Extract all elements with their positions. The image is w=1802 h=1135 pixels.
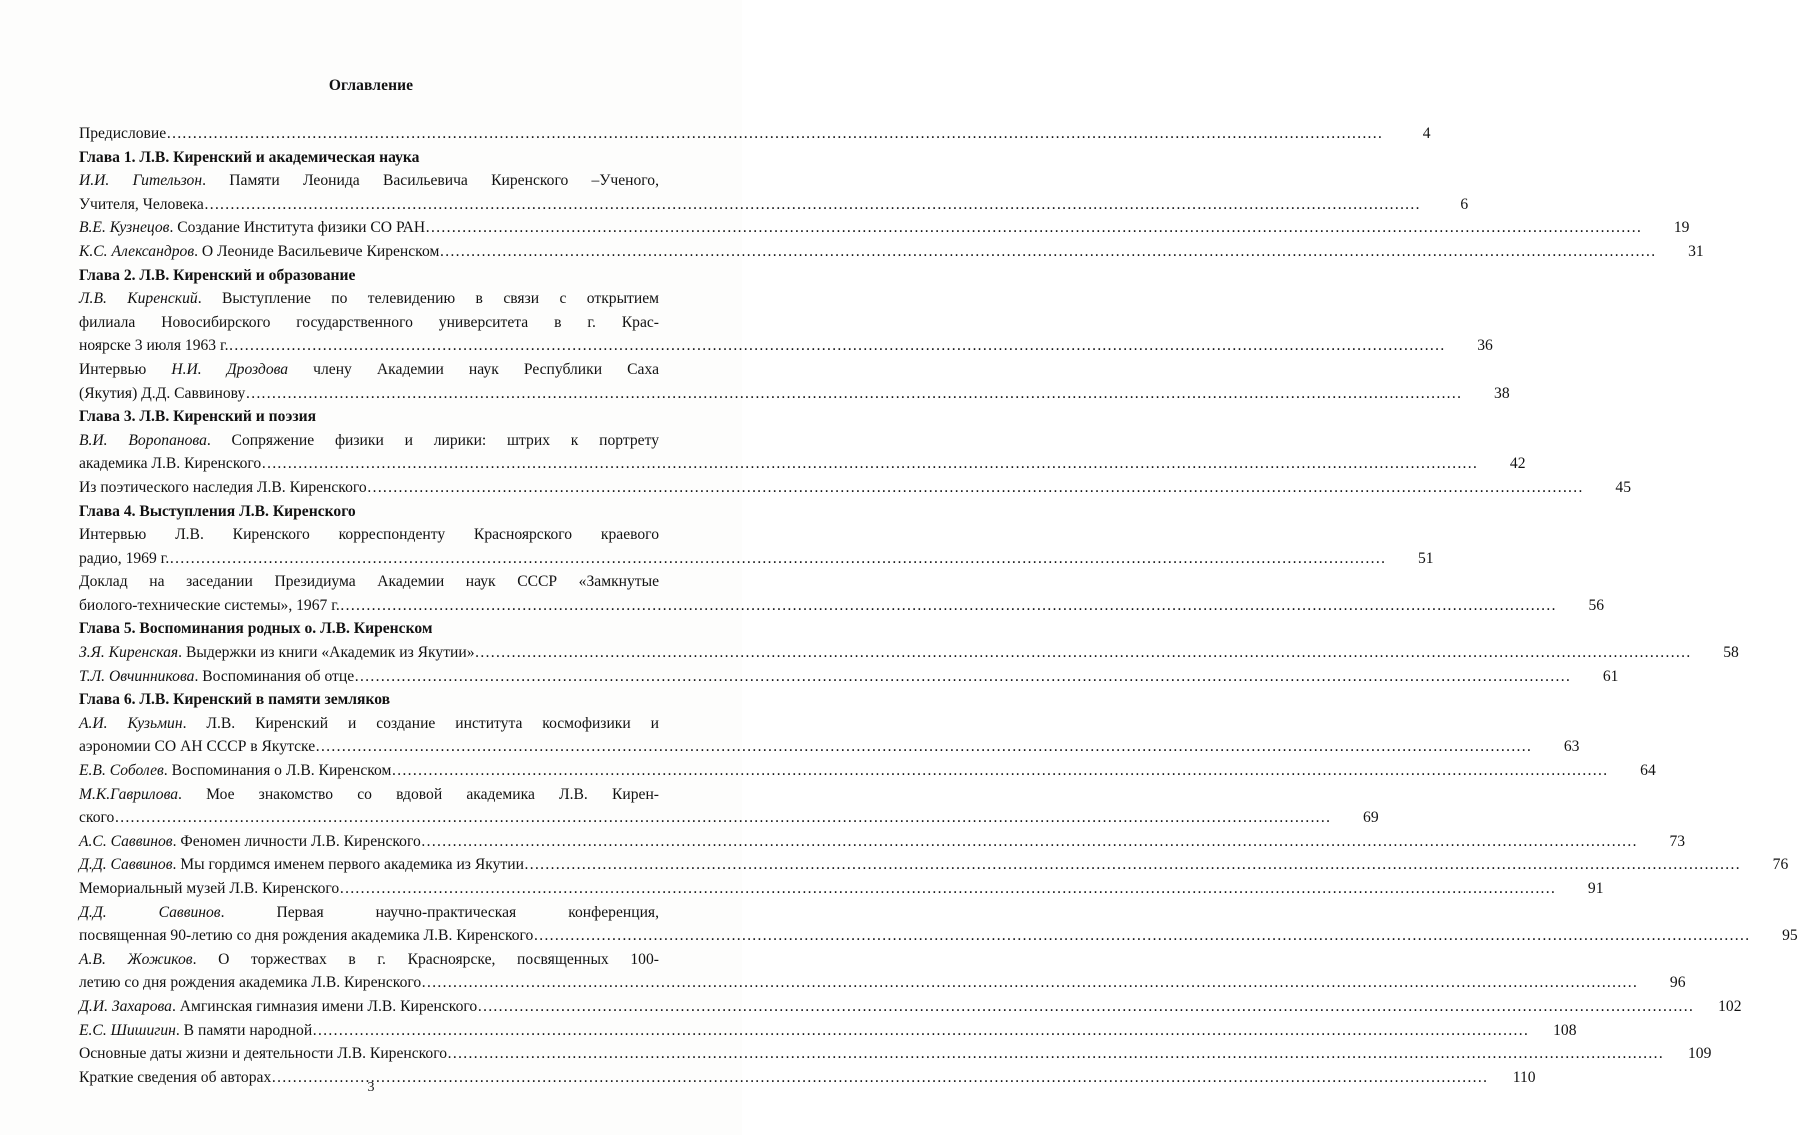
toc-entry (79, 712, 659, 736)
entry-title: . О торжествах в г. Красноярске, посвященных 100- (192, 950, 659, 968)
entry-page-number: 69 (1363, 809, 1379, 827)
toc-entry (79, 806, 1379, 830)
entry-title: филиала Новосибирского государственного университета в г. Крас- (79, 313, 659, 331)
toc-entry (79, 735, 1580, 759)
entry-title: . Первая научно-практическая конференция, (220, 903, 659, 921)
entry-title: . Воспоминания о Л.В. Киренском (163, 762, 392, 780)
entry-title: Глава 5. Воспоминания родных о. Л.В. Киренском (79, 620, 433, 638)
toc-entry (79, 594, 1605, 618)
entry-text (79, 783, 659, 807)
dot-leader (354, 665, 1570, 689)
entry-text (79, 405, 316, 429)
entry-author: М.К.Гаврилова (79, 785, 179, 803)
chapter-heading (79, 146, 659, 170)
entry-text-lead: Интервью (79, 360, 172, 378)
entry-title: . Сопряжение физики и лирики: штрих к портрету (206, 431, 660, 449)
dot-leader (204, 193, 1420, 217)
entry-text (79, 830, 421, 854)
toc-entry (79, 547, 1434, 571)
entry-author: Д.Д. Саввинов (79, 856, 173, 874)
entry-text (79, 358, 659, 382)
entry-title: (Якутия) Д.Д. Саввинову (79, 384, 246, 402)
entry-page-number: 102 (1718, 997, 1742, 1015)
toc-entry (79, 641, 1739, 665)
entry-title: летию со дня рождения академика Л.В. Киренского (79, 974, 422, 992)
entry-author: З.Я. Киренская (79, 644, 179, 662)
entry-author: Н.И. Дроздова (171, 360, 289, 378)
toc-entry (79, 1042, 1712, 1066)
entry-text (79, 476, 367, 500)
entry-text (79, 712, 659, 736)
toc-title: Оглавление (328, 77, 414, 94)
dot-leader (524, 853, 1740, 877)
entry-author: Е.В. Соболев (79, 762, 164, 780)
toc-entry (79, 382, 1510, 406)
entry-title: аэрономии СО АН СССР в Якутске (79, 738, 316, 756)
toc-entry (79, 358, 659, 382)
toc-entry (79, 570, 659, 594)
chapter-heading (79, 405, 659, 429)
entry-text (79, 500, 356, 524)
toc-entry (79, 476, 1631, 500)
entry-text (79, 665, 354, 689)
entry-page-number: 6 (1460, 195, 1469, 213)
toc-entry (79, 240, 1704, 264)
dot-leader (340, 594, 1556, 618)
entry-title: . О Леониде Васильевиче Киренском (194, 242, 440, 260)
entry-page-number: 58 (1723, 644, 1739, 662)
entry-page-number: 56 (1588, 596, 1605, 614)
chapter-heading (79, 500, 659, 524)
entry-text (79, 547, 169, 571)
entry-text (79, 429, 659, 453)
entry-text (79, 948, 659, 972)
entry-page-number: 108 (1553, 1021, 1577, 1039)
entry-author: К.С. Александров (79, 242, 195, 260)
entry-text (79, 240, 439, 264)
entry-text (79, 334, 229, 358)
toc-entry (79, 122, 1431, 146)
entry-text (79, 617, 432, 641)
dot-leader (261, 452, 1477, 476)
chapter-heading (79, 617, 659, 641)
entry-text (79, 901, 659, 925)
dot-leader (169, 547, 1385, 571)
entry-page-number: 76 (1772, 856, 1789, 874)
entry-title: Глава 6. Л.В. Киренский в памяти земляков (79, 691, 391, 709)
entry-title: . Воспоминания об отце (194, 667, 355, 685)
entry-text (79, 193, 204, 217)
dot-leader (439, 240, 1655, 264)
entry-text (79, 971, 421, 995)
entry-text (79, 806, 114, 830)
entry-text (79, 1019, 312, 1043)
toc-entry (79, 783, 659, 807)
entry-title: Мемориальный музей Л.В. Киренского (79, 880, 340, 897)
toc-entry (79, 948, 659, 972)
entry-author: Д.И. Захарова (79, 997, 172, 1015)
toc-entry (79, 853, 1789, 877)
entry-title: академика Л.В. Киренского (79, 455, 262, 473)
toc-entry (79, 971, 1686, 995)
entry-page-number: 36 (1477, 337, 1493, 355)
toc-entry (79, 429, 659, 453)
toc-entry (79, 287, 659, 311)
entry-title: . Создание Института физики СО РАН (169, 219, 426, 237)
entry-author: В.И. Воропанова (79, 431, 207, 449)
entry-text (79, 995, 477, 1019)
toc-entry (79, 924, 1798, 948)
toc-entry (79, 216, 1690, 240)
chapter-heading (79, 264, 659, 288)
entry-page-number: 31 (1688, 242, 1704, 260)
entry-title: . Выступление по телевидению в связи с открытием (197, 290, 659, 308)
entry-text (79, 122, 166, 146)
entry-author: В.Е. Кузнецов (79, 219, 170, 237)
entry-page-number: 73 (1669, 832, 1686, 850)
entry-title: Предисловие (79, 125, 167, 142)
toc-entry (79, 877, 1604, 901)
entry-title: . В памяти народной (175, 1021, 313, 1039)
entry-text (79, 382, 245, 406)
toc-entry (79, 995, 1742, 1019)
entry-page-number: 64 (1640, 762, 1656, 780)
entry-text (79, 924, 533, 948)
entry-text (79, 641, 475, 665)
entry-page-number: 63 (1563, 738, 1580, 756)
entry-text-tail: члену Академии наук Республики Саха (288, 360, 659, 378)
entry-title: . Памяти Леонида Васильевича Киренского –Ученого, (202, 172, 659, 190)
entry-title: Глава 1. Л.В. Киренский и академическая наука (79, 148, 420, 166)
toc-entry (79, 523, 659, 547)
dot-leader (477, 995, 1693, 1019)
entry-page-number: 109 (1687, 1045, 1712, 1063)
dot-leader (229, 334, 1445, 358)
entry-title: ноярске 3 июля 1963 г. (79, 337, 229, 355)
toc-entry (79, 334, 1493, 358)
entry-author: И.И. Гительзон (79, 172, 203, 190)
entry-title: радио, 1969 г. (79, 549, 170, 567)
entry-title: . Выдержки из книги «Академик из Якутии» (178, 644, 475, 662)
entry-text (79, 688, 390, 712)
toc-entry (79, 452, 1526, 476)
toc-entry (79, 759, 1656, 783)
entry-title: Учителя, Человека (79, 195, 204, 213)
entry-author: А.В. Жожиков (79, 950, 193, 968)
toc-entry (79, 193, 1469, 217)
entry-title: . Л.В. Киренский и создание института космофизики и (182, 714, 659, 732)
entry-title: . Амгинская гимназия имени Л.В. Киренского (171, 997, 478, 1015)
entry-title: Интервью Л.В. Киренского корреспонденту Красноярского краевого (79, 526, 659, 544)
dot-leader (447, 1042, 1663, 1066)
dot-leader (312, 1019, 1528, 1043)
entry-page-number: 61 (1602, 667, 1619, 685)
entry-page-number: 45 (1615, 478, 1631, 496)
entry-author: Л.В. Киренский (79, 290, 198, 308)
entry-author: А.С. Саввинов (79, 832, 173, 850)
dot-leader (421, 971, 1637, 995)
entry-text (79, 877, 339, 901)
entry-title: . Феномен личности Л.В. Киренского (172, 832, 421, 850)
toc-entry (79, 901, 659, 925)
entry-page-number: 38 (1494, 384, 1510, 402)
entry-title: . Мы гордимся именем первого академика из Якутии (172, 856, 524, 874)
entry-title: Глава 3. Л.В. Киренский и поэзия (79, 408, 317, 426)
toc-entry (79, 169, 659, 193)
toc-entry (79, 665, 1619, 689)
entry-text (79, 311, 659, 335)
entry-title: Краткие сведения об авторах (79, 1068, 272, 1086)
entry-text (79, 1042, 447, 1066)
entry-text (79, 287, 659, 311)
entry-author: Т.Л. Овчинникова (79, 667, 195, 685)
entry-page-number: 42 (1509, 455, 1526, 473)
entry-page-number: 91 (1587, 880, 1604, 897)
entry-text (79, 594, 340, 618)
entry-text (79, 853, 524, 877)
entry-page-number: 19 (1673, 219, 1690, 237)
dot-leader (391, 759, 1607, 783)
entry-title: Доклад на заседании Президиума Академии наук СССР «Замкнутые (79, 573, 659, 591)
entry-text (79, 570, 659, 594)
dot-leader (339, 877, 1555, 901)
entry-text (79, 146, 419, 170)
entry-page-number: 110 (1512, 1068, 1536, 1086)
page-number: 3 (367, 1080, 375, 1095)
dot-leader (315, 735, 1531, 759)
entry-page-number: 96 (1669, 974, 1686, 992)
dot-leader (367, 476, 1583, 500)
entry-title: биолого-технические системы», 1967 г. (79, 596, 340, 614)
dot-leader (421, 830, 1637, 854)
chapter-heading (79, 688, 659, 712)
toc-entry (79, 311, 659, 335)
entry-text (79, 216, 425, 240)
entry-text (79, 264, 355, 288)
dot-leader (475, 641, 1691, 665)
entry-author: Е.С. Шишигин (79, 1021, 176, 1039)
entry-title: Из поэтического наследия Л.В. Киренского (79, 478, 367, 496)
entry-text (79, 735, 315, 759)
entry-text (79, 759, 391, 783)
entry-text (79, 169, 659, 193)
toc-entry (79, 830, 1686, 854)
entry-page-number: 95 (1782, 927, 1798, 945)
entry-page-number: 51 (1417, 549, 1434, 567)
entry-page-number: 4 (1422, 125, 1431, 142)
dot-leader (533, 924, 1749, 948)
entry-title: ского (79, 809, 115, 827)
entry-author: Д.Д. Саввинов (79, 903, 221, 921)
entry-text (79, 523, 659, 547)
entry-title: посвященная 90-летию со дня рождения академика Л.В. Киренского (79, 927, 534, 945)
entry-title: Глава 4. Выступления Л.В. Киренского (79, 502, 356, 520)
entry-author: А.И. Кузьмин (79, 714, 183, 732)
entry-text (79, 452, 261, 476)
entry-title: . Мое знакомство со вдовой академика Л.В. Кирен- (178, 785, 659, 803)
dot-leader (245, 382, 1461, 406)
toc-entry (79, 1019, 1577, 1043)
dot-leader (425, 216, 1641, 240)
entry-title: Глава 2. Л.В. Киренский и образование (79, 266, 356, 284)
entry-title: Основные даты жизни и деятельности Л.В. Киренского (79, 1045, 448, 1063)
dot-leader (166, 122, 1382, 146)
table-of-contents (79, 122, 1798, 1089)
dot-leader (114, 806, 1330, 830)
